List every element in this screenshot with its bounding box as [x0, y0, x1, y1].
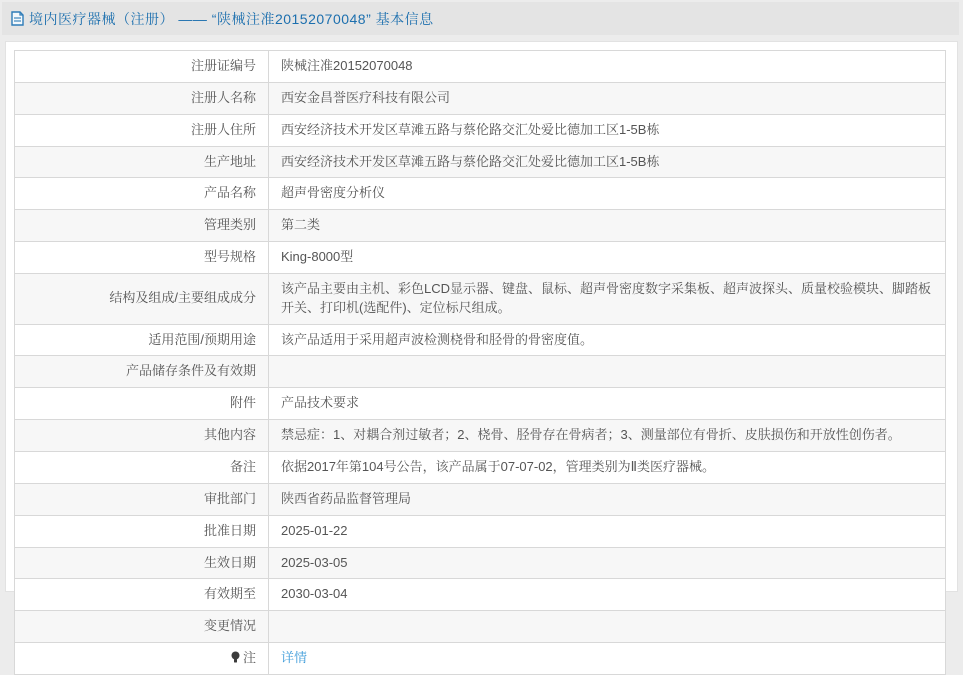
- row-value-cell: 超声骨密度分析仪: [269, 178, 946, 210]
- row-value-cell: [269, 611, 946, 643]
- row-label-cell: 审批部门: [15, 483, 269, 515]
- row-label-cell: 注册人住所: [15, 114, 269, 146]
- row-label-cell: 备注: [15, 451, 269, 483]
- table-row: [15, 388, 946, 420]
- table-row: [15, 611, 946, 643]
- document-icon: [11, 11, 24, 26]
- row-label: 注: [242, 650, 256, 666]
- row-label-cell: 变更情况: [15, 611, 269, 643]
- row-label-cell: 有效期至: [15, 579, 269, 611]
- table-row: [15, 210, 946, 242]
- info-table: [14, 50, 946, 675]
- row-value-cell: 西安经济技术开发区草滩五路与蔡伦路交汇处爱比德加工区1-5B栋: [269, 146, 946, 178]
- table-row: [15, 420, 946, 452]
- table-row: [15, 242, 946, 274]
- row-label-cell: 生产地址: [15, 146, 269, 178]
- row-value-cell: 第二类: [269, 210, 946, 242]
- row-value-cell: 西安金昌誉医疗科技有限公司: [269, 82, 946, 114]
- table-row: [15, 547, 946, 579]
- row-value-cell: [269, 356, 946, 388]
- table-row: [15, 324, 946, 356]
- bulb-icon: [231, 651, 240, 664]
- header-bar: [2, 2, 959, 35]
- row-label-cell: 其他内容: [15, 420, 269, 452]
- page-title: 境内医疗器械（注册） —— “陕械注准20152070048” 基本信息: [29, 10, 434, 27]
- row-value-cell: 2030-03-04: [269, 579, 946, 611]
- table-row: [15, 451, 946, 483]
- table-row: [15, 579, 946, 611]
- row-label-cell: [15, 643, 269, 675]
- table-row: [15, 51, 946, 83]
- table-row: [15, 643, 946, 675]
- detail-link[interactable]: 详情: [281, 650, 308, 666]
- table-row: [15, 82, 946, 114]
- row-value-cell: 禁忌症：1、对耦合剂过敏者；2、桡骨、胫骨存在骨病者；3、测量部位有骨折、皮肤损伤和开放性创伤者。: [269, 420, 946, 452]
- row-value-cell: [269, 643, 946, 675]
- table-row: [15, 356, 946, 388]
- table-row: [15, 178, 946, 210]
- row-label-cell: 注册人名称: [15, 82, 269, 114]
- row-label-cell: 适用范围/预期用途: [15, 324, 269, 356]
- row-label-cell: 结构及组成/主要组成成分: [15, 273, 269, 324]
- row-value-cell: King-8000型: [269, 242, 946, 274]
- row-label-cell: 注册证编号: [15, 51, 269, 83]
- row-value-cell: 西安经济技术开发区草滩五路与蔡伦路交汇处爱比德加工区1-5B栋: [269, 114, 946, 146]
- row-label-cell: 管理类别: [15, 210, 269, 242]
- row-value-cell: 该产品主要由主机、彩色LCD显示器、键盘、鼠标、超声骨密度数字采集板、超声波探头、质量校验模块、脚踏板开关、打印机(选配件)、定位标尺组成。: [269, 273, 946, 324]
- row-value-cell: 2025-03-05: [269, 547, 946, 579]
- table-row: [15, 515, 946, 547]
- row-value-cell: 产品技术要求: [269, 388, 946, 420]
- row-value-cell: 依据2017年第104号公告，该产品属于07-07-02，管理类别为Ⅱ类医疗器械。: [269, 451, 946, 483]
- table-row: [15, 114, 946, 146]
- row-label-cell: 产品储存条件及有效期: [15, 356, 269, 388]
- table-row: [15, 483, 946, 515]
- row-value-cell: 陕西省药品监督管理局: [269, 483, 946, 515]
- row-label-cell: 型号规格: [15, 242, 269, 274]
- row-value-cell: 陕械注准20152070048: [269, 51, 946, 83]
- row-label-cell: 批准日期: [15, 515, 269, 547]
- row-label-cell: 生效日期: [15, 547, 269, 579]
- row-label-cell: 产品名称: [15, 178, 269, 210]
- content-panel: [5, 41, 958, 666]
- row-value-cell: 该产品适用于采用超声波检测桡骨和胫骨的骨密度值。: [269, 324, 946, 356]
- table-row: [15, 273, 946, 324]
- table-row: [15, 146, 946, 178]
- row-value-cell: 2025-01-22: [269, 515, 946, 547]
- row-label-cell: 附件: [15, 388, 269, 420]
